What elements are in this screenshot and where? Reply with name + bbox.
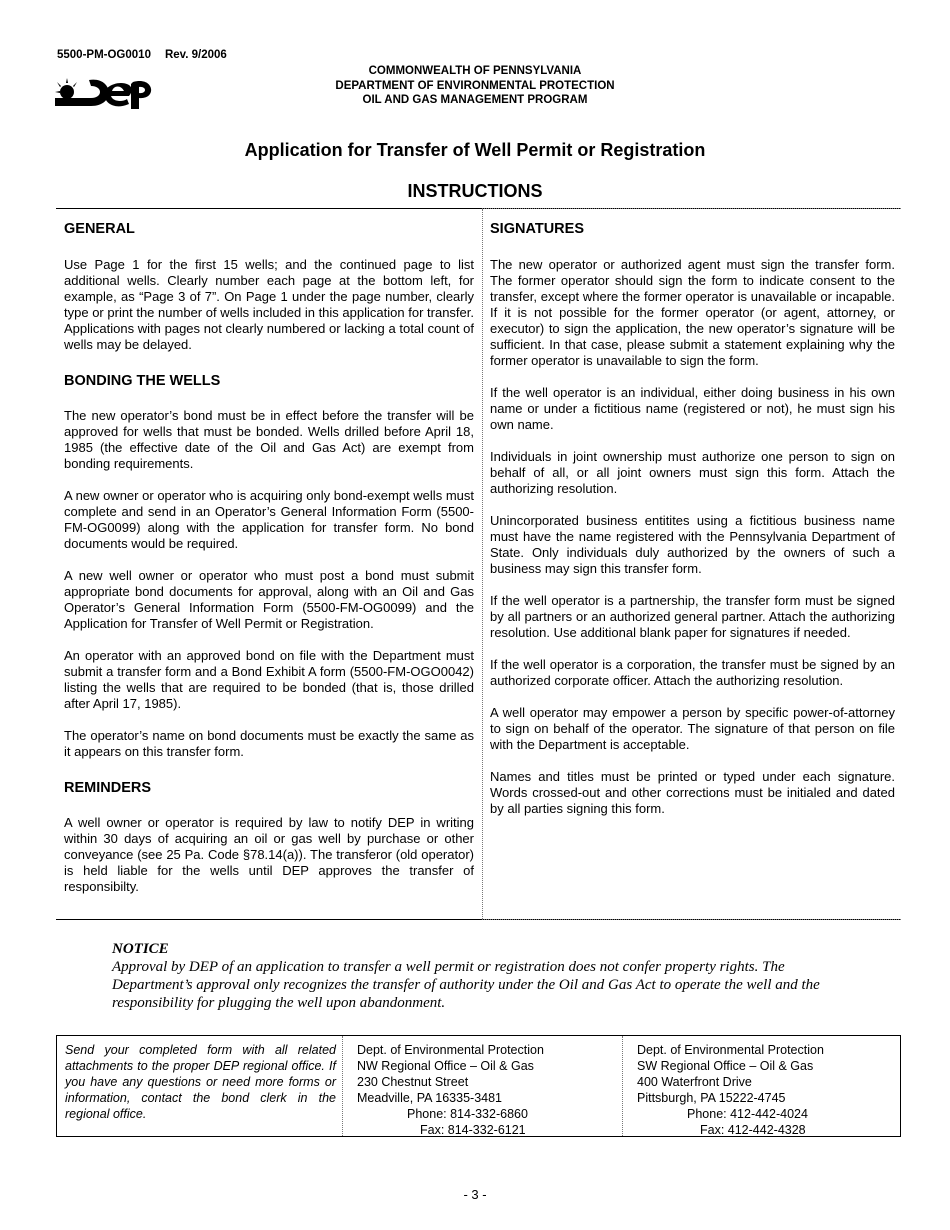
notice-block bbox=[112, 940, 842, 1012]
left-column bbox=[64, 209, 474, 895]
agency-block bbox=[0, 64, 950, 108]
bonding-paragraph-3: A new well owner or operator who must post a bond must submit appropriate bond documents for approval, along with an Oil and Gas Operator’s General Information Form (5500-FM-OG0099) and the Application for Transfer of Well Permit or Registration. bbox=[64, 568, 474, 631]
sw-line-3: 400 Waterfront Drive bbox=[637, 1075, 752, 1089]
column-divider bbox=[482, 209, 483, 919]
reminders-heading: REMINDERS bbox=[64, 780, 152, 796]
contact-table bbox=[56, 1035, 901, 1137]
nw-line-2: NW Regional Office – Oil & Gas bbox=[357, 1059, 534, 1073]
agency-line-3: OIL AND GAS MANAGEMENT PROGRAM bbox=[362, 94, 588, 106]
form-number-line bbox=[57, 49, 241, 61]
general-heading: GENERAL bbox=[64, 221, 135, 237]
instructions-heading: INSTRUCTIONS bbox=[407, 181, 543, 201]
signatures-paragraph-7: A well operator may empower a person by specific power-of-attorney to sign on behalf of the operator. The signature of that person on file with the Department is acceptable. bbox=[490, 705, 895, 752]
bottom-dotted-rule bbox=[482, 919, 901, 920]
agency-line-1: COMMONWEALTH OF PENNSYLVANIA bbox=[368, 65, 582, 77]
agency-line-2: DEPARTMENT OF ENVIRONMENTAL PROTECTION bbox=[335, 79, 615, 92]
nw-line-3: 230 Chestnut Street bbox=[357, 1075, 469, 1089]
sw-line-4: Pittsburgh, PA 15222-4745 bbox=[637, 1091, 786, 1105]
sw-line-2: SW Regional Office – Oil & Gas bbox=[637, 1059, 814, 1073]
signatures-paragraph-2: If the well operator is an individual, either doing business in his own name or under a fictitious name (registered or not), he must sign his own name. bbox=[490, 385, 895, 432]
bonding-paragraph-5: The operator’s name on bond documents must be exactly the same as it appears on this transfer form. bbox=[64, 728, 474, 759]
nw-line-1: Dept. of Environmental Protection bbox=[357, 1043, 544, 1057]
bonding-paragraph-4: An operator with an approved bond on file with the Department must submit a transfer form and a Bond Exhibit A form (5500-FM-OGO0042) listing the wells that are required to be bonded (that is, those drilled after April 17, 1985). bbox=[64, 648, 474, 711]
nw-phone: Phone: 814-332-6860 bbox=[407, 1107, 528, 1121]
page-number: - 3 - bbox=[463, 1187, 487, 1202]
signatures-paragraph-3: Individuals in joint ownership must authorize one person to sign on behalf of all, or all joint owners must sign this form. Attach the authorizing resolution. bbox=[490, 449, 895, 496]
notice-text: Approval by DEP of an application to transfer a well permit or registration does not confer property rights. The Department’s approval only recognizes the transfer of authority under the Oil and Gas Act to operate the well and the responsibility for plugging the well upon abandonment. bbox=[112, 959, 820, 1011]
instructions-columns bbox=[56, 208, 901, 920]
general-paragraph: Use Page 1 for the first 15 wells; and the continued page to list additional wells. Clearly number each page at the bottom left, for example, as “Page 3 of 7”. On Page 1 under the page number, clearly type or print the number of wells included in this application for transfer. Applications with pages not clearly numbered or lacking a total count of wells may be delayed. bbox=[64, 257, 474, 352]
signatures-paragraph-5: If the well operator is a partnership, the transfer form must be signed by all partners or an authorized general partner. Attach the authorizing resolution. Use additional blank paper for signatures if needed. bbox=[490, 593, 895, 640]
signatures-paragraph-1: The new operator or authorized agent must sign the transfer form. The former operator should sign the form to indicate consent to the transfer, except where the former operator is unavailable or incapable. If it is not possible for the former operator (or agent, attorney, or executor) to sign the application, the new operator’s signature will be sufficient. In that case, please submit a statement explaining why the former operator is unavailable to sign the form. bbox=[490, 257, 895, 368]
sw-phone: Phone: 412-442-4024 bbox=[687, 1107, 808, 1121]
signatures-paragraph-6: If the well operator is a corporation, the transfer must be signed by an authorized corporate officer. Attach the authorizing resolution. bbox=[490, 657, 895, 688]
sw-line-1: Dept. of Environmental Protection bbox=[637, 1043, 824, 1057]
signatures-paragraph-4: Unincorporated business entitites using a fictitious business name must have the name registered with the Pennsylvania Department of State. Only individuals duly authorized by the owners of such a business may sign this transfer form. bbox=[490, 513, 895, 576]
sw-regional-office bbox=[623, 1036, 900, 1136]
right-column bbox=[490, 209, 895, 817]
signatures-paragraph-8: Names and titles must be printed or typed under each signature. Words crossed-out and other corrections must be initialed and dated by all parties signing this form. bbox=[490, 769, 895, 816]
nw-regional-office bbox=[343, 1036, 623, 1136]
revision-date: Rev. 9/2006 bbox=[164, 49, 227, 61]
document-title: Application for Transfer of Well Permit or Registration bbox=[244, 140, 706, 160]
form-number: 5500-PM-OG0010 bbox=[57, 49, 151, 61]
notice-heading: NOTICE bbox=[112, 941, 169, 957]
nw-fax: Fax: 814-332-6121 bbox=[420, 1123, 526, 1137]
bonding-paragraph-1: The new operator’s bond must be in effect before the transfer will be approved for wells that must be bonded. Wells drilled before April 18, 1985 (the effective date of the Oil and Gas Act) are exempt from bonding requirements. bbox=[64, 408, 474, 471]
bonding-paragraph-2: A new owner or operator who is acquiring only bond-exempt wells must complete and send in an Operator’s General Information Form (5500-FM-OG0099) along with the application for transfer form. No bond documents would be required. bbox=[64, 488, 474, 551]
signatures-heading: SIGNATURES bbox=[490, 221, 584, 237]
sw-fax: Fax: 412-442-4328 bbox=[700, 1123, 806, 1137]
logo-text: DEP bbox=[79, 108, 82, 109]
submission-instructions: Send your completed form with all related attachments to the proper DEP regional office. If you have any questions or need more forms or information, contact the bond clerk in the regional office. bbox=[57, 1036, 343, 1136]
bonding-heading: BONDING THE WELLS bbox=[64, 373, 221, 389]
reminders-paragraph: A well owner or operator is required by law to notify DEP in writing within 30 days of acquiring an oil or gas well by purchase or other conveyance (see 25 Pa. Code §78.14(a)). The transferor (old operator) is held liable for the wells until DEP approves the transfer of responsibilty. bbox=[64, 815, 474, 894]
nw-line-4: Meadville, PA 16335-3481 bbox=[357, 1091, 503, 1105]
